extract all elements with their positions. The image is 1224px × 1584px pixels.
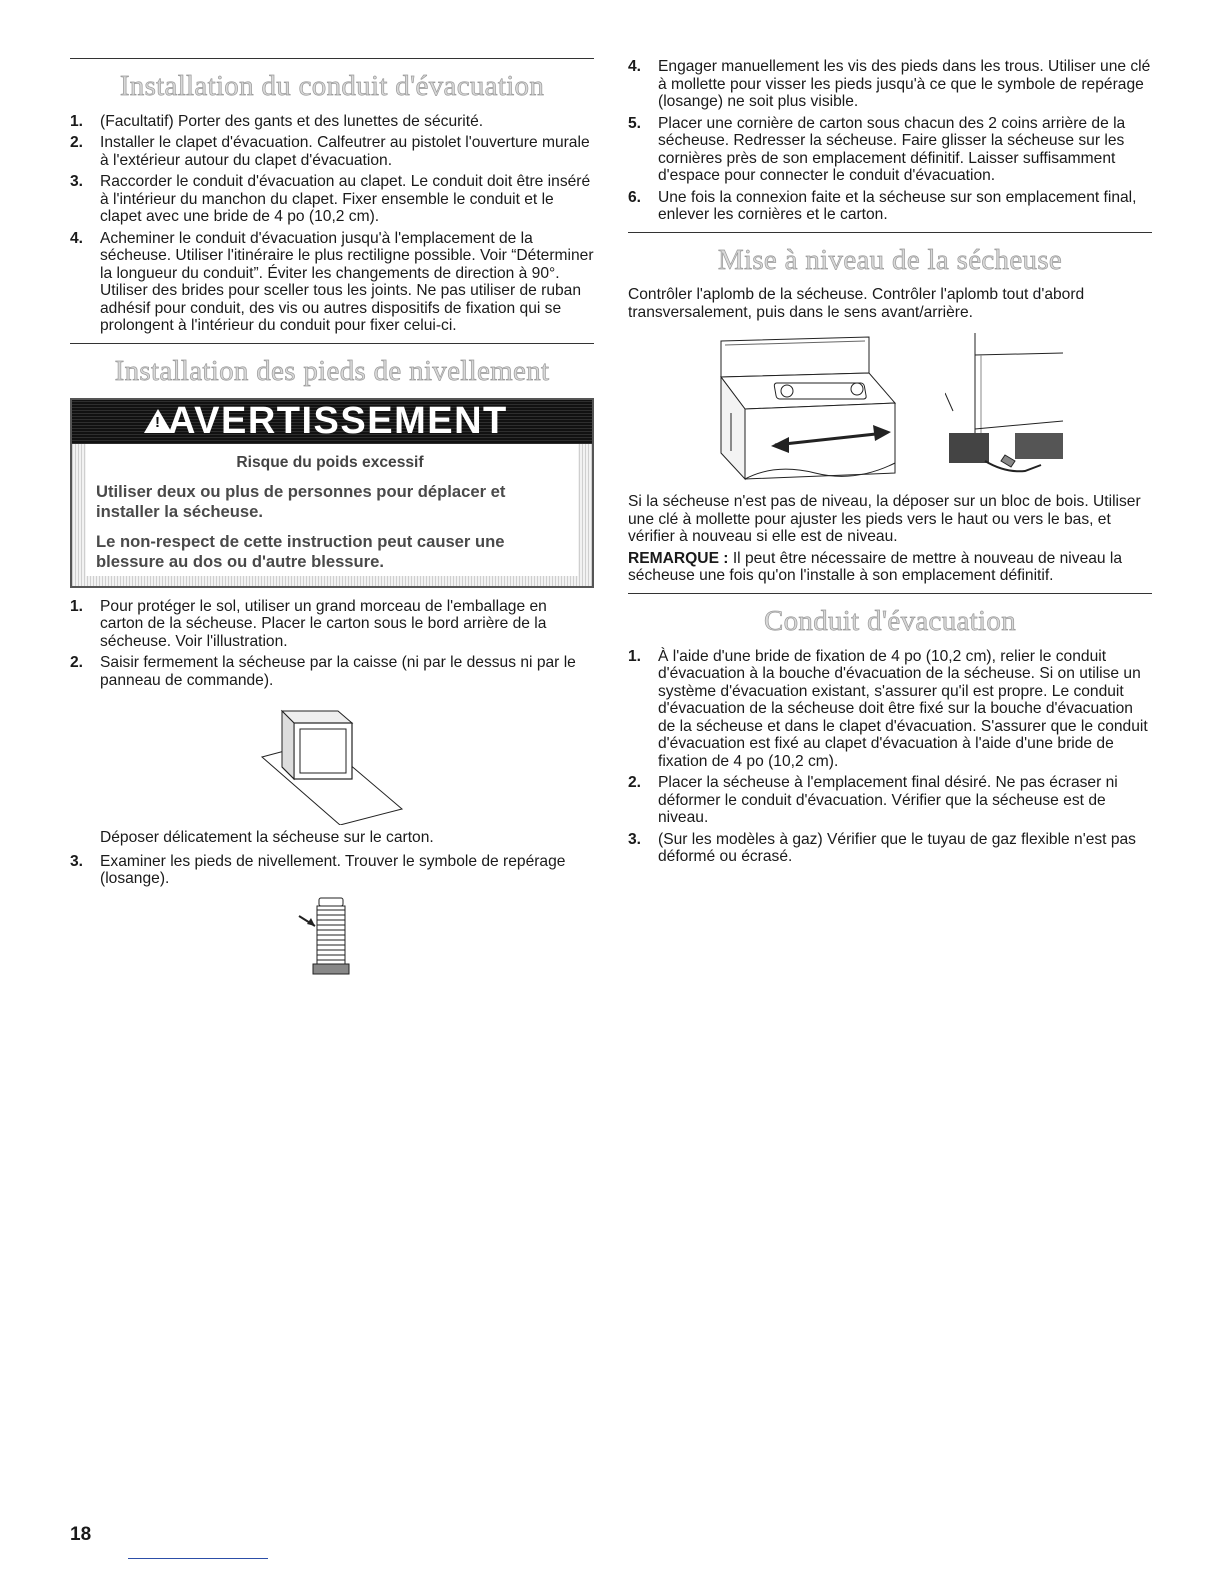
section-heading-exhaust-install: Installation du conduit d'évacuation bbox=[119, 70, 545, 102]
left-column bbox=[70, 58, 594, 980]
leveling-leg-illustration bbox=[297, 894, 367, 980]
dryer-level-side-to-side-illustration bbox=[715, 333, 915, 483]
footer-line bbox=[128, 1558, 268, 1559]
right-column bbox=[628, 58, 1152, 870]
list-item: 4. Engager manuellement les vis des pieds dans les trous. Utiliser une clé à mollette pour visser les pieds jusqu'à ce que le symbole de repérage (losange) ne soit plus visible. bbox=[628, 58, 1151, 110]
warning-banner bbox=[72, 400, 592, 444]
warning-icon: ! bbox=[144, 409, 172, 433]
exhaust-install-steps bbox=[70, 113, 594, 335]
dryer-level-front-to-back-illustration bbox=[945, 333, 1065, 483]
warning-word: AVERTISSEMENT bbox=[168, 400, 508, 443]
leveling-steps-cont bbox=[70, 853, 594, 888]
warning-risk: Risque du poids excessif bbox=[236, 453, 424, 471]
list-item: 3. Raccorder le conduit d'évacuation au clapet. Le conduit doit être inséré à l'intérieur du manchon du clapet. Fixer ensemble le conduit et le clapet avec une bride de 4 po (10,2 cm). bbox=[70, 173, 591, 226]
page-number: 18 bbox=[70, 1524, 92, 1545]
leveling-intro: Contrôler l'aplomb de la sécheuse. Contrôler l'aplomb tout d'abord transversalement, puis dans le sens avant/arrière. bbox=[628, 286, 1085, 321]
leveling-figures bbox=[628, 333, 1152, 483]
leveling-instructions: Si la sécheuse n'est pas de niveau, la déposer sur un bloc de bois. Utiliser une clé à mollette pour ajuster les pieds vers le haut ou vers le bas, et vérifier à nouveau si elle est de niveau. bbox=[628, 493, 1141, 546]
leveling-steps bbox=[70, 598, 594, 690]
section-divider bbox=[70, 343, 594, 344]
section-heading-leveling-legs: Installation des pieds de nivellement bbox=[114, 354, 550, 387]
warning-box bbox=[70, 398, 594, 588]
section-divider bbox=[628, 593, 1152, 594]
note-text: Il peut être nécessaire de mettre à nouveau de niveau la sécheuse une fois qu'on l'installe à son emplacement définitif. bbox=[628, 549, 1123, 585]
list-item: 5. Placer une cornière de carton sous chacun des 2 coins arrière de la sécheuse. Redresser la sécheuse. Faire glisser la sécheuse sur les cornières près de son emplacement définitif. Laisser suffisamment d'espace pour connecter le conduit d'évacuation. bbox=[628, 114, 1126, 184]
section-divider bbox=[628, 232, 1152, 233]
list-item: 4. Acheminer le conduit d'évacuation jusqu'à l'emplacement de la sécheuse. Utiliser l'itinéraire le plus rectiligne possible. Voir “Déterminer la longueur du conduit”. Éviter les changements de direction à 90°. Utiliser des brides pour sceller tous les joints. Ne pas utiliser de ruban adhésif pour conduit, des vis ou autres dispositifs de fixation qui se prolongent à l'intérieur du conduit pour fixer celui-ci. bbox=[70, 229, 594, 335]
dryer-on-carton-illustration bbox=[252, 697, 412, 825]
list-item: 2. Placer la sécheuse à l'emplacement final désiré. Ne pas écraser ni déformer le conduit d'évacuation. Vérifier que la sécheuse est de niveau. bbox=[628, 774, 1118, 827]
leveling-note bbox=[628, 550, 1152, 585]
list-item: 2. Installer le clapet d'évacuation. Calfeutrer au pistolet l'ouverture murale à l'extérieur autour du clapet d'évacuation. bbox=[70, 134, 590, 169]
warning-body bbox=[86, 444, 578, 576]
list-item: 1. Pour protéger le sol, utiliser un grand morceau de l'emballage en carton de la sécheuse. Placer le carton sous le bord arrière de la sécheuse. Voir l'illustration. bbox=[70, 597, 547, 650]
list-item: 3. Examiner les pieds de nivellement. Trouver le symbole de repérage (losange). bbox=[70, 852, 566, 888]
list-item: 1. (Facultatif) Porter des gants et des lunettes de sécurité. bbox=[70, 112, 484, 130]
warning-line-2: Le non-respect de cette instruction peut causer une blessure au dos ou d'autre blessure. bbox=[96, 531, 505, 571]
list-item: 1. À l'aide d'une bride de fixation de 4 po (10,2 cm), relier le conduit d'évacuation à la bouche d'évacuation de la sécheuse. Si on utilise un système d'évacuation existant, s'assurer qu'il est propre. Le conduit d'évacuation de la sécheuse doit être fixé sur la bouche d'évacuation de la sécheuse et dans le clapet d'évacuation. S'assurer que le conduit d'évacuation est fixé au clapet d'évacuation à l'aide d'une bride de fixation de 4 po (10,2 cm). bbox=[628, 647, 1148, 770]
list-item: 2. Saisir fermement la sécheuse par la caisse (ni par le dessus ni par le panneau de commande). bbox=[70, 654, 576, 689]
list-item: 3. (Sur les modèles à gaz) Vérifier que le tuyau de gaz flexible n'est pas déformé ou écrasé. bbox=[628, 830, 1136, 866]
warning-line-1: Utiliser deux ou plus de personnes pour déplacer et installer la sécheuse. bbox=[96, 481, 506, 521]
note-label: REMARQUE : bbox=[628, 549, 729, 567]
section-heading-exhaust-duct: Conduit d'évacuation bbox=[763, 604, 1017, 637]
section-heading-leveling-dryer: Mise à niveau de la sécheuse bbox=[717, 243, 1063, 276]
list-item: 6. Une fois la connexion faite et la sécheuse sur son emplacement final, enlever les cornières et le carton. bbox=[628, 188, 1137, 223]
section-divider bbox=[70, 58, 594, 59]
leveling-steps-cont-right bbox=[628, 58, 1152, 224]
exhaust-duct-steps bbox=[628, 648, 1152, 866]
after-figure-text: Déposer délicatement la sécheuse sur le carton. bbox=[100, 829, 434, 847]
